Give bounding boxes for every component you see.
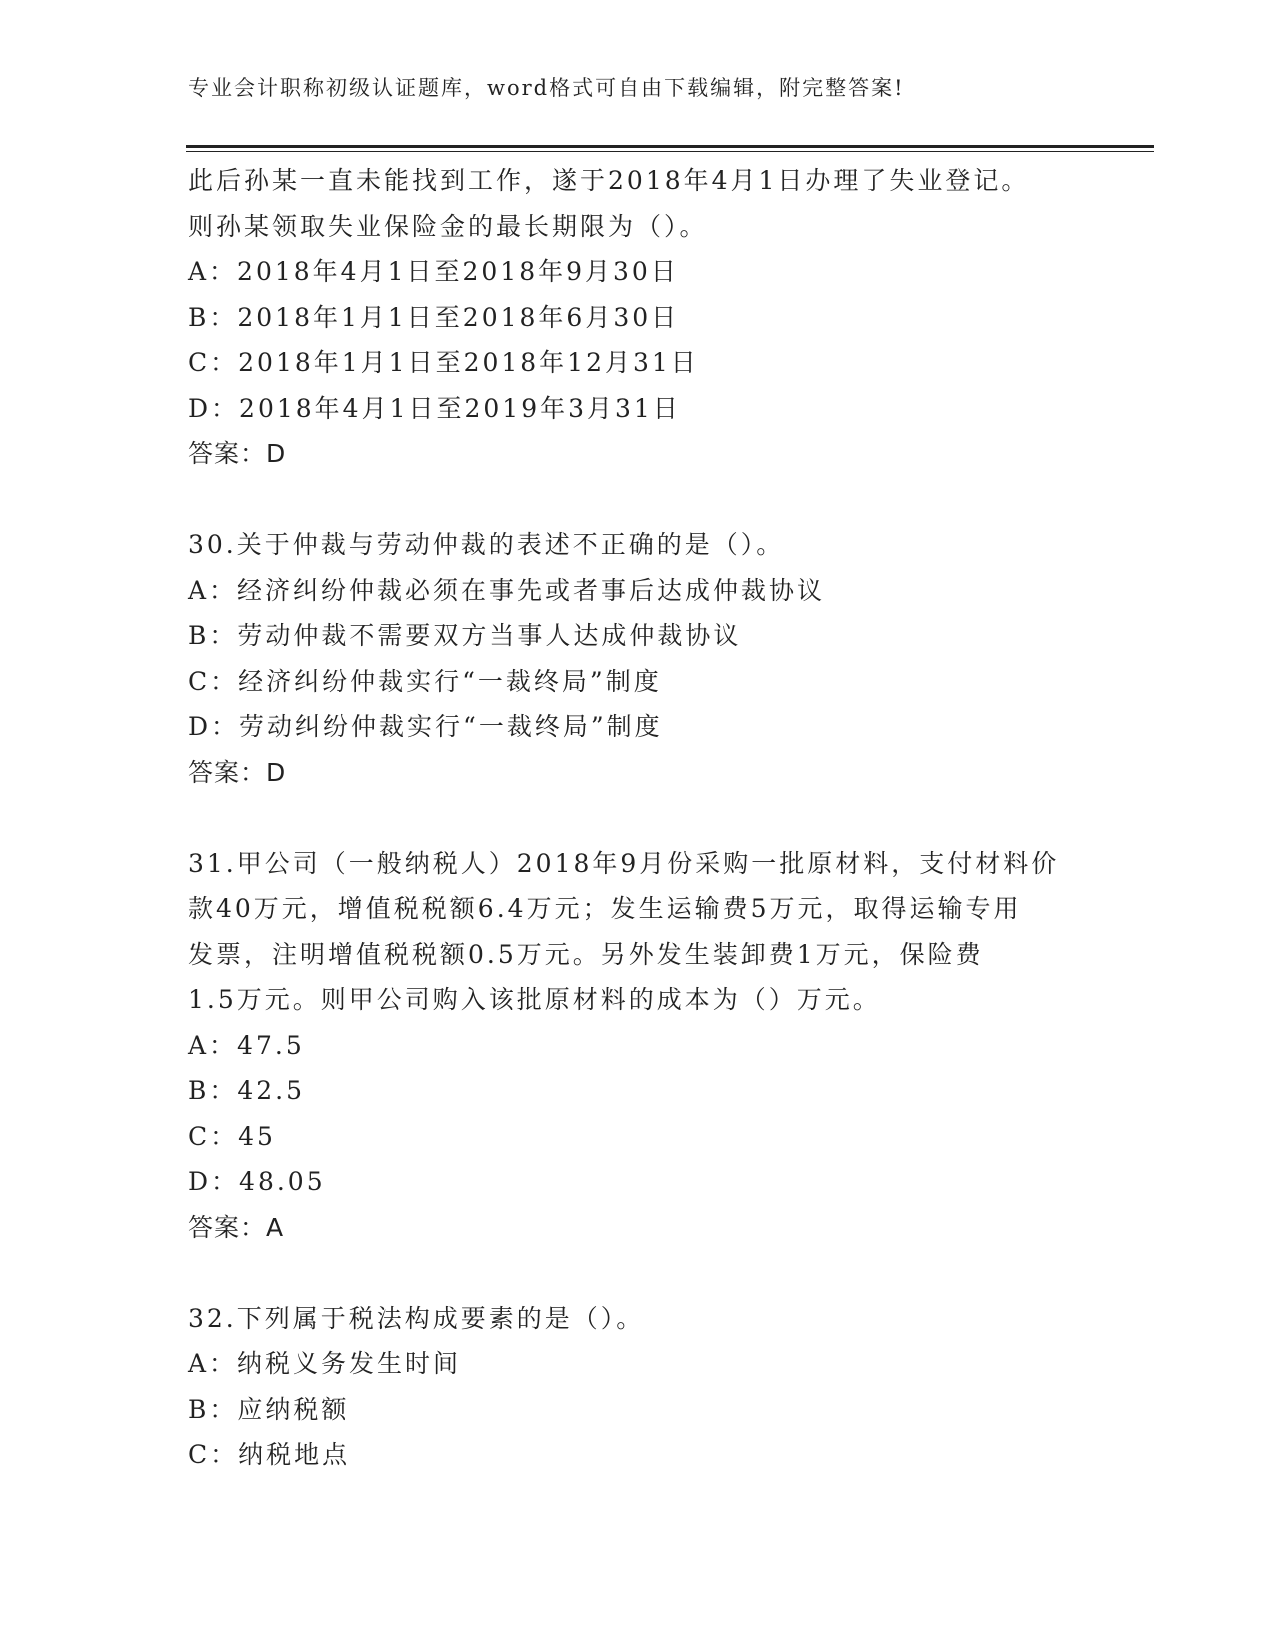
question-30-option-a: A：经济纠纷仲裁必须在事先或者事后达成仲裁协议 (188, 575, 826, 605)
question-29-option-d: D：2018年4月1日至2019年3月31日 (188, 393, 681, 423)
question-32 (188, 1296, 1148, 1478)
question-30-option-b: B：劳动仲裁不需要双方当事人达成仲裁协议 (188, 621, 742, 650)
question-30-option-c: C：经济纠纷仲裁实行“一裁终局”制度 (188, 666, 662, 696)
document-body (188, 158, 1148, 1478)
question-31-stem-line-3: 发票，注明增值税税额0.5万元。另外发生装卸费1万元，保险费 (188, 939, 984, 969)
question-31 (188, 841, 1148, 1251)
question-29-stem-line-2: 则孙某领取失业保险金的最长期限为（）。 (188, 211, 708, 241)
question-31-answer: 答案：A (188, 1212, 285, 1242)
question-31-option-d: D：48.05 (188, 1167, 326, 1196)
spacer (188, 1250, 1148, 1296)
question-31-option-c: C：45 (188, 1121, 276, 1151)
question-32-stem-line-1: 32.下列属于税法构成要素的是（）。 (188, 1303, 645, 1333)
question-31-stem-line-4: 1.5万元。则甲公司购入该批原材料的成本为（）万元。 (188, 985, 881, 1014)
spacer (188, 795, 1148, 841)
question-29-stem-line-1: 此后孙某一直未能找到工作，遂于2018年4月1日办理了失业登记。 (188, 166, 1030, 195)
question-31-stem-line-2: 款40万元，增值税税额6.4万元；发生运输费5万元，取得运输专用 (188, 894, 1022, 923)
question-29-option-a: A：2018年4月1日至2018年9月30日 (188, 257, 679, 286)
question-29-answer: 答案：D (188, 439, 287, 468)
question-29 (188, 158, 1148, 477)
question-29-option-c: C：2018年1月1日至2018年12月31日 (188, 348, 699, 377)
header-rule-thick (186, 145, 1154, 148)
question-32-option-b: B：应纳税额 (188, 1394, 350, 1424)
question-29-option-b: B：2018年1月1日至2018年6月30日 (188, 302, 680, 332)
question-30-stem-line-1: 30.关于仲裁与劳动仲裁的表述不正确的是（）。 (188, 530, 785, 559)
page-header: 专业会计职称初级认证题库，word格式可自由下载编辑，附完整答案! (188, 76, 905, 100)
spacer (188, 477, 1148, 523)
header-rule-thin (186, 151, 1154, 152)
question-30-answer: 答案：D (188, 757, 287, 787)
question-32-option-a: A：纳税义务发生时间 (188, 1349, 462, 1378)
question-31-option-b: B：42.5 (188, 1076, 306, 1105)
question-31-stem-line-1: 31.甲公司（一般纳税人）2018年9月份采购一批原材料，支付材料价 (188, 848, 1060, 878)
question-31-option-a: A：47.5 (188, 1030, 305, 1060)
question-30-option-d: D：劳动纠纷仲裁实行“一裁终局”制度 (188, 712, 663, 741)
question-30 (188, 522, 1148, 795)
question-32-option-c: C：纳税地点 (188, 1440, 351, 1469)
